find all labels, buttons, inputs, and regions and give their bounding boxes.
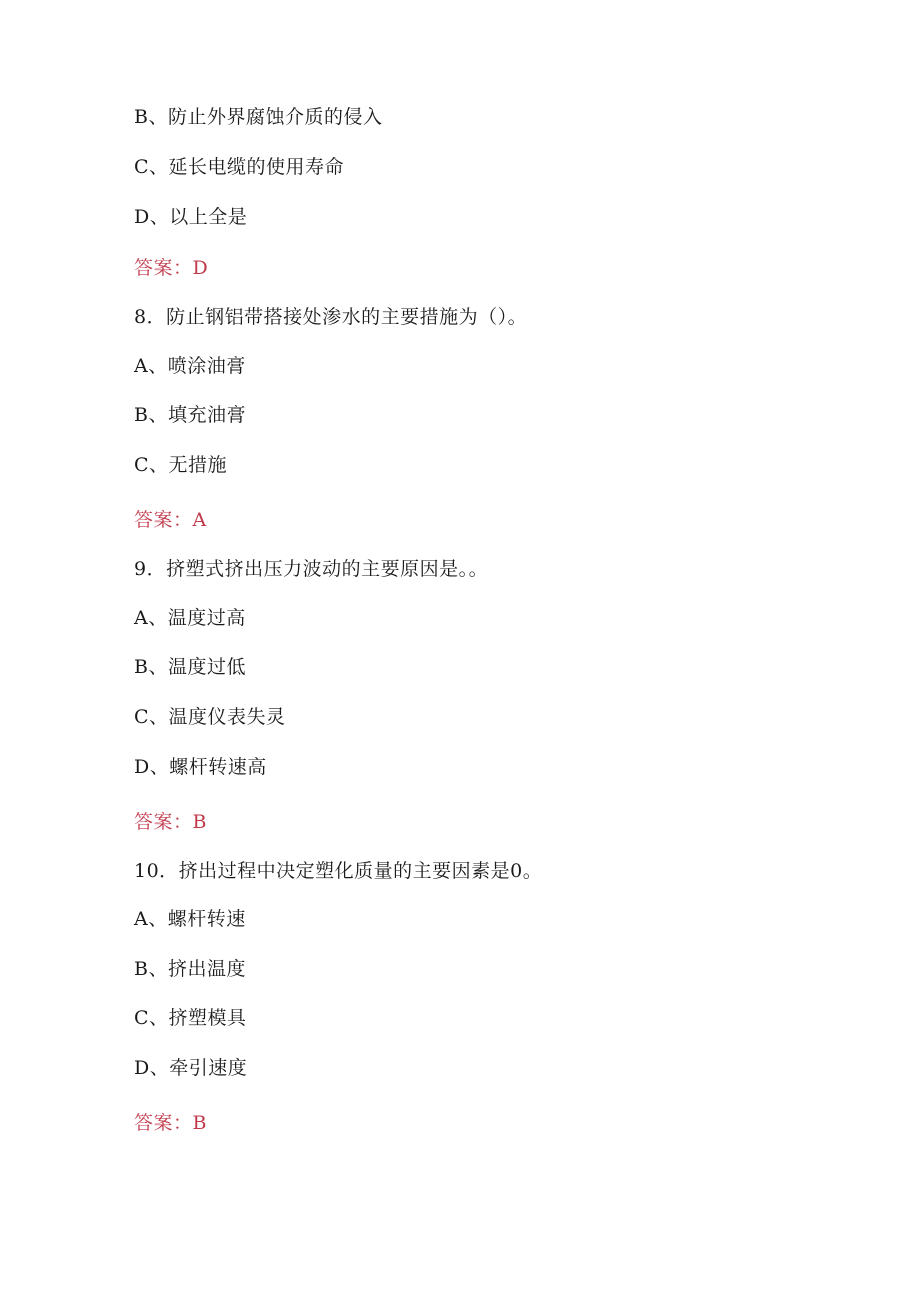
option-q10-b: B、挤出温度: [134, 958, 246, 980]
option-q9-c: C、温度仪表失灵: [134, 706, 286, 728]
option-q7-d: D、以上全是: [134, 206, 248, 228]
answer-label: 答案：: [134, 1112, 193, 1134]
option-q7-b: B、防止外界腐蚀介质的侵入: [134, 106, 383, 128]
answer-value: B: [192, 1112, 207, 1134]
option-q9-d: D、螺杆转速高: [134, 756, 267, 778]
option-q8-b: B、填充油膏: [134, 404, 246, 426]
answer-value: D: [192, 257, 209, 279]
question-8: 8．防止钢铝带搭接处渗水的主要措施为（）。: [134, 306, 528, 328]
option-q9-a: A、温度过高: [134, 607, 246, 629]
answer-label: 答案：: [134, 257, 193, 279]
answer-value: A: [192, 509, 207, 531]
answer-q10: [134, 1111, 207, 1135]
question-10: 10．挤出过程中决定塑化质量的主要因素是0。: [134, 860, 543, 882]
option-q9-b: B、温度过低: [134, 656, 246, 678]
answer-q8: [134, 508, 207, 532]
answer-label: 答案：: [134, 509, 193, 531]
option-q10-c: C、挤塑模具: [134, 1007, 247, 1029]
option-q10-d: D、牵引速度: [134, 1057, 248, 1079]
option-q8-a: A、喷涂油膏: [134, 355, 246, 377]
option-q8-c: C、无措施: [134, 454, 228, 476]
question-9: 9．挤塑式挤出压力波动的主要原因是。。: [134, 558, 489, 580]
option-q7-c: C、延长电缆的使用寿命: [134, 156, 345, 178]
answer-label: 答案：: [134, 811, 193, 833]
option-q10-a: A、螺杆转速: [134, 908, 246, 930]
answer-q9: [134, 810, 207, 834]
answer-q7: [134, 256, 208, 280]
answer-value: B: [192, 811, 207, 833]
